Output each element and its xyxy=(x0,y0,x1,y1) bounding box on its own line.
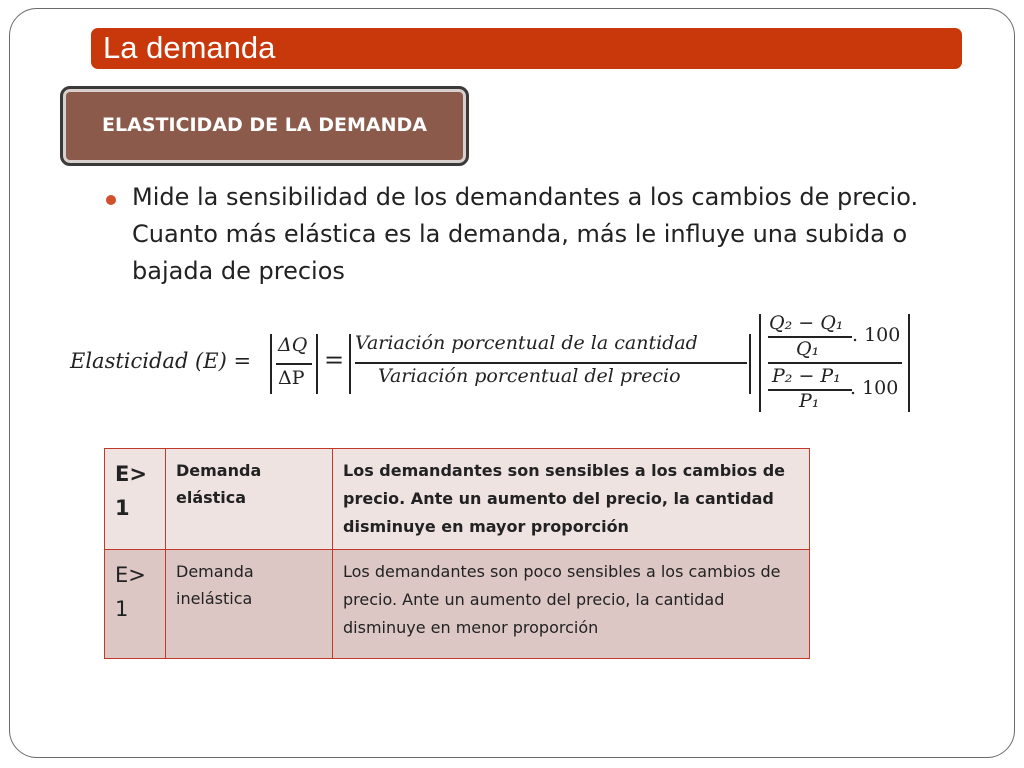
bullet-text: Mide la sensibilidad de los demandantes a los cambios de precio. Cuanto más elástica es la demanda, más le influye una subida o bajada de precios xyxy=(132,183,919,285)
abs-bar-left-3 xyxy=(759,314,761,412)
denominator-text: Variación porcentual del precio xyxy=(378,365,681,387)
subtitle-box xyxy=(60,86,469,166)
elasticity-formula xyxy=(66,312,926,412)
abs-bar-left xyxy=(270,334,272,394)
frac-line-main xyxy=(768,362,902,364)
abs-bar-right-3 xyxy=(908,314,910,412)
q-numerator: Q₂ − Q₁ xyxy=(769,312,844,334)
title-bar xyxy=(91,28,962,69)
p-denominator: P₁ xyxy=(799,390,820,412)
abs-bar-right-2 xyxy=(749,334,751,394)
delta-p: ΔP xyxy=(278,367,305,389)
elasticity-value: E> 1 xyxy=(105,550,166,659)
table-row xyxy=(105,449,810,550)
subtitle-text: ELASTICIDAD DE LA DEMANDA xyxy=(102,114,427,136)
numerator-text: Variación porcentual de la cantidad xyxy=(355,332,698,354)
elasticity-table xyxy=(104,448,810,659)
elasticity-value: E> 1 xyxy=(105,449,166,550)
mult-100-top: . 100 xyxy=(852,324,901,346)
demand-description: Los demandantes son poco sensibles a los cambios de precio. Ante un aumento del precio, la cantidad disminuye en menor proporción xyxy=(333,550,810,659)
equals-sign-2: = xyxy=(324,346,345,374)
frac-line-2 xyxy=(355,362,747,364)
demand-type: Demanda elástica xyxy=(166,449,333,550)
demand-description: Los demandantes son sensibles a los cambios de precio. Ante un aumento del precio, la cantidad disminuye en mayor proporción xyxy=(333,449,810,550)
p-numerator: P₂ − P₁ xyxy=(772,365,841,387)
delta-q: ΔQ xyxy=(278,334,308,356)
demand-type: Demanda inelástica xyxy=(166,550,333,659)
formula-label: Elasticidad (E) = xyxy=(70,349,252,373)
abs-bar-right xyxy=(316,334,318,394)
frac-line-1 xyxy=(276,363,312,365)
abs-bar-left-2 xyxy=(349,334,351,394)
bullet-dot xyxy=(106,195,116,205)
q-denominator: Q₁ xyxy=(796,338,820,360)
mult-100-bottom: . 100 xyxy=(850,377,899,399)
slide-title: La demanda xyxy=(103,30,276,65)
table-row xyxy=(105,550,810,659)
